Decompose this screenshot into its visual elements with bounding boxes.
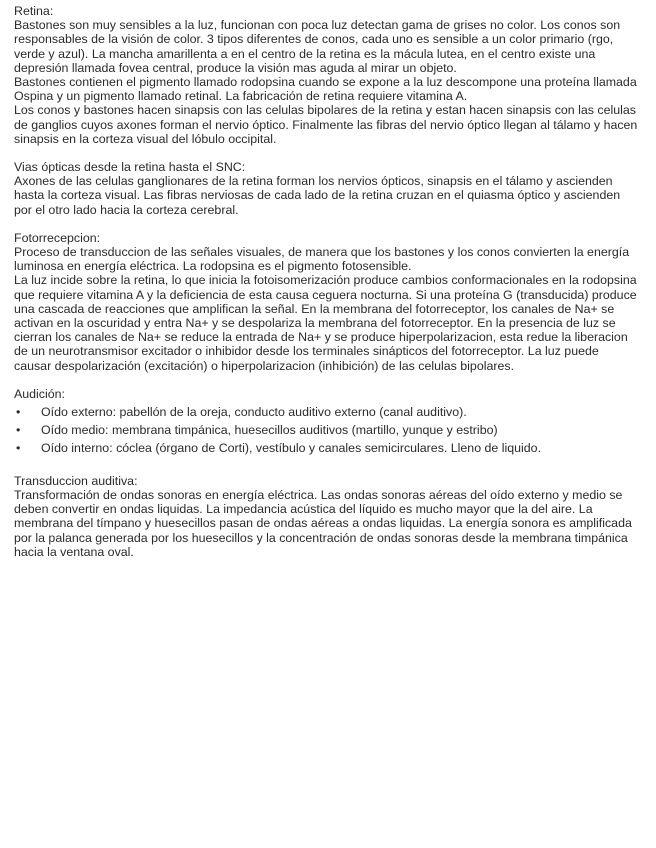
fotorrecepcion-paragraph-1: Proceso de transduccion de las señales visuales, de manera que los bastones y los conos convierten la energía luminosa en energía eléctrica. La rodopsina es el pigmento fotosensible. xyxy=(14,245,630,274)
transduccion-heading: Transduccion auditiva: xyxy=(14,473,138,488)
section-vias-opticas xyxy=(14,160,638,217)
list-item xyxy=(14,441,638,455)
retina-paragraph-1: Bastones son muy sensibles a la luz, funcionan con poca luz detectan gama de grises no color. Los conos son responsables de la visión de color. 3 tipos diferentes de conos, cada uno es sensible a un color primario (rgo, verde y azul). La mancha amarillenta a en el centro de la retina es la mácula lutea, en el centro existe una depresión llamada fovea central, produce la visión mas aguda al mirar un objeto. xyxy=(14,18,621,75)
audicion-list xyxy=(14,405,638,456)
audicion-heading: Audición: xyxy=(14,386,65,401)
section-retina xyxy=(14,4,638,146)
section-fotorrecepcion xyxy=(14,231,638,373)
section-spacer xyxy=(14,373,638,387)
bullet-icon: • xyxy=(16,441,21,456)
bullet-icon: • xyxy=(16,405,21,420)
transduccion-paragraph-1: Transformación de ondas sonoras en energía eléctrica. Las ondas sonoras aéreas del oído externo y medio se deben convertir en ondas liquidas. La impedancia acústica del líquido es mucho mayor que la del aire. La membrana del tímpano y huesecillos pasan de ondas aéreas a ondas liquidas. La energía sonora es amplificada por la palanca generada por los huesecillos y la concentración de ondas sonoras desde la membrana timpánica hacia la ventana oval. xyxy=(14,487,632,559)
list-item-text: Oído interno: cóclea (órgano de Corti), vestíbulo y canales semicirculares. Lleno de liquido. xyxy=(41,441,542,456)
retina-heading: Retina: xyxy=(14,4,54,18)
fotorrecepcion-heading: Fotorrecepcion: xyxy=(14,230,101,245)
retina-paragraph-2: Bastones contienen el pigmento llamado rodopsina cuando se expone a la luz descompone una proteína llamada Ospina y un pigmento llamado retinal. La fabricación de retina requiere vitamina A. xyxy=(14,75,637,104)
section-spacer xyxy=(14,146,638,160)
list-item-text: Oído externo: pabellón de la oreja, conducto auditivo externo (canal auditivo). xyxy=(41,405,467,420)
retina-paragraph-3: Los conos y bastones hacen sinapsis con las celulas bipolares de la retina y estan hacen sinapsis con las celulas de ganglios cuyos axones forman el nervio óptico. Finalmente las fibras del nervio óptico llegan al tálamo y hacen sinapsis en la corteza visual del lóbulo occipital. xyxy=(14,103,638,146)
vias-paragraph-1: Axones de las celulas ganglionares de la retina forman los nervios ópticos, sinapsis en el tálamo y ascienden hasta la corteza visual. Las fibras nerviosas de cada lado de la retina cruzan en el quiasma óptico y ascienden por el otro lado hacia la corteza cerebral. xyxy=(14,174,621,217)
vias-heading: Vias ópticas desde la retina hasta el SNC: xyxy=(14,160,246,175)
section-audicion xyxy=(14,387,638,456)
section-spacer xyxy=(14,460,638,474)
list-item xyxy=(14,405,638,419)
list-item-text: Oído medio: membrana timpánica, huesecillos auditivos (martillo, yunque y estribo) xyxy=(41,423,498,438)
fotorrecepcion-paragraph-2: La luz incide sobre la retina, lo que inicia la fotoisomerización produce cambios conformacionales en la rodopsina que requiere vitamina A y la deficiencia de esta causa ceguera nocturna. Si una proteína G (transducida) produce una cascada de reacciones que amplifican la señal. En la membrana del fotorreceptor, los canales de Na+ se activan en la oscuridad y entra Na+ y se despolariza la membrana del fotorreceptor. En la presencia de luz se cierran los canales de Na+ se reduce la entrada de Na+ y se produce hiperpolarizacion, esta redue la liberacion de un neurotransmisor excitador o inhibidor desde los terminales sinápticos del fotorreceptor. La luz puede causar despolarización (excitación) o hiperpolarizacion (inhibición) de las celulas bipolares. xyxy=(14,273,637,373)
list-item xyxy=(14,423,638,437)
bullet-icon: • xyxy=(16,423,21,438)
section-transduccion-auditiva xyxy=(14,474,638,559)
section-spacer xyxy=(14,217,638,231)
